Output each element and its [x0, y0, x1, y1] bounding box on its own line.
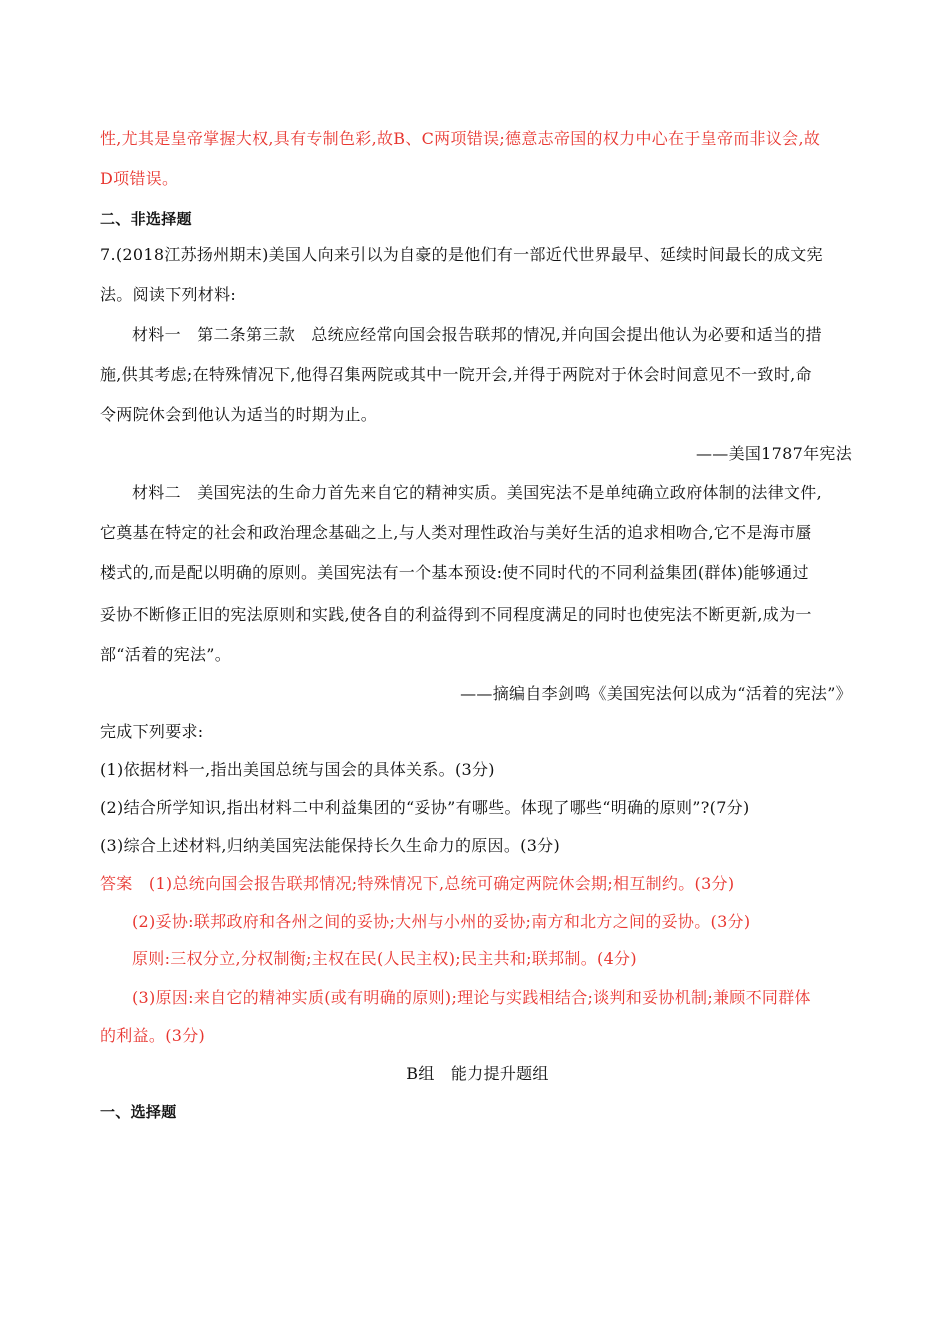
question-7-stem-line-1: 7.(2018江苏扬州期末)美国人向来引以为自豪的是他们有一部近代世界最早、延续时间最长的成文宪: [100, 245, 823, 264]
answer-2-principles: 原则:三权分立,分权制衡;主权在民(人民主权);民主共和;联邦制。(4分): [132, 949, 637, 968]
material-2-line-1: 材料二 美国宪法的生命力首先来自它的精神实质。美国宪法不是单纯确立政府体制的法律文件,: [132, 483, 822, 502]
answer-2: (2)妥协:联邦政府和各州之间的妥协;大州与小州的妥协;南方和北方之间的妥协。(3分): [132, 912, 751, 931]
material-1-source: ——美国1787年宪法: [695, 444, 852, 463]
material-2-line-4: 妥协不断修正旧的宪法原则和实践,使各自的利益得到不同程度满足的同时也使宪法不断更新,成为一: [100, 605, 812, 624]
material-2-line-3: 楼式的,而是配以明确的原则。美国宪法有一个基本预设:使不同时代的不同利益集团(群体)能够通过: [100, 563, 809, 582]
question-7-stem-line-2: 法。阅读下列材料:: [100, 285, 237, 304]
answer-3-line-2: 的利益。(3分): [100, 1026, 206, 1045]
requirements-intro: 完成下列要求:: [100, 722, 204, 741]
answer-1: 答案 (1)总统向国会报告联邦情况;特殊情况下,总统可确定两院休会期;相互制约。(3分): [100, 874, 735, 893]
material-2-line-2: 它奠基在特定的社会和政治理念基础之上,与人类对理性政治与美好生活的追求相吻合,它不是海市蜃: [100, 523, 812, 542]
section-heading-non-choice: 二、非选择题: [100, 210, 192, 228]
material-1-line-3: 令两院休会到他认为适当的时期为止。: [100, 405, 378, 424]
answer-continuation-line-1: 性,尤其是皇帝掌握大权,具有专制色彩,故B、C两项错误;德意志帝国的权力中心在于皇帝而非议会,故: [100, 129, 821, 148]
group-b-heading: B组 能力提升题组: [406, 1064, 549, 1083]
requirement-1: (1)依据材料一,指出美国总统与国会的具体关系。(3分): [100, 760, 495, 779]
material-2-source: ——摘编自李剑鸣《美国宪法何以成为“活着的宪法”》: [460, 684, 852, 703]
material-2-line-5: 部“活着的宪法”。: [100, 645, 232, 664]
requirement-3: (3)综合上述材料,归纳美国宪法能保持长久生命力的原因。(3分): [100, 836, 561, 855]
answer-3-line-1: (3)原因:来自它的精神实质(或有明确的原则);理论与实践相结合;谈判和妥协机制;兼顾不同群体: [132, 988, 811, 1007]
material-1-line-2: 施,供其考虑;在特殊情况下,他得召集两院或其中一院开会,并得于两院对于休会时间意见不一致时,命: [100, 365, 812, 384]
section-heading-choice: 一、选择题: [100, 1103, 177, 1121]
material-1-line-1: 材料一 第二条第三款 总统应经常向国会报告联邦的情况,并向国会提出他认为必要和适当的措: [132, 325, 822, 344]
requirement-2: (2)结合所学知识,指出材料二中利益集团的“妥协”有哪些。体现了哪些“明确的原则”?(7分): [100, 798, 750, 817]
answer-continuation-line-2: D项错误。: [100, 169, 179, 188]
